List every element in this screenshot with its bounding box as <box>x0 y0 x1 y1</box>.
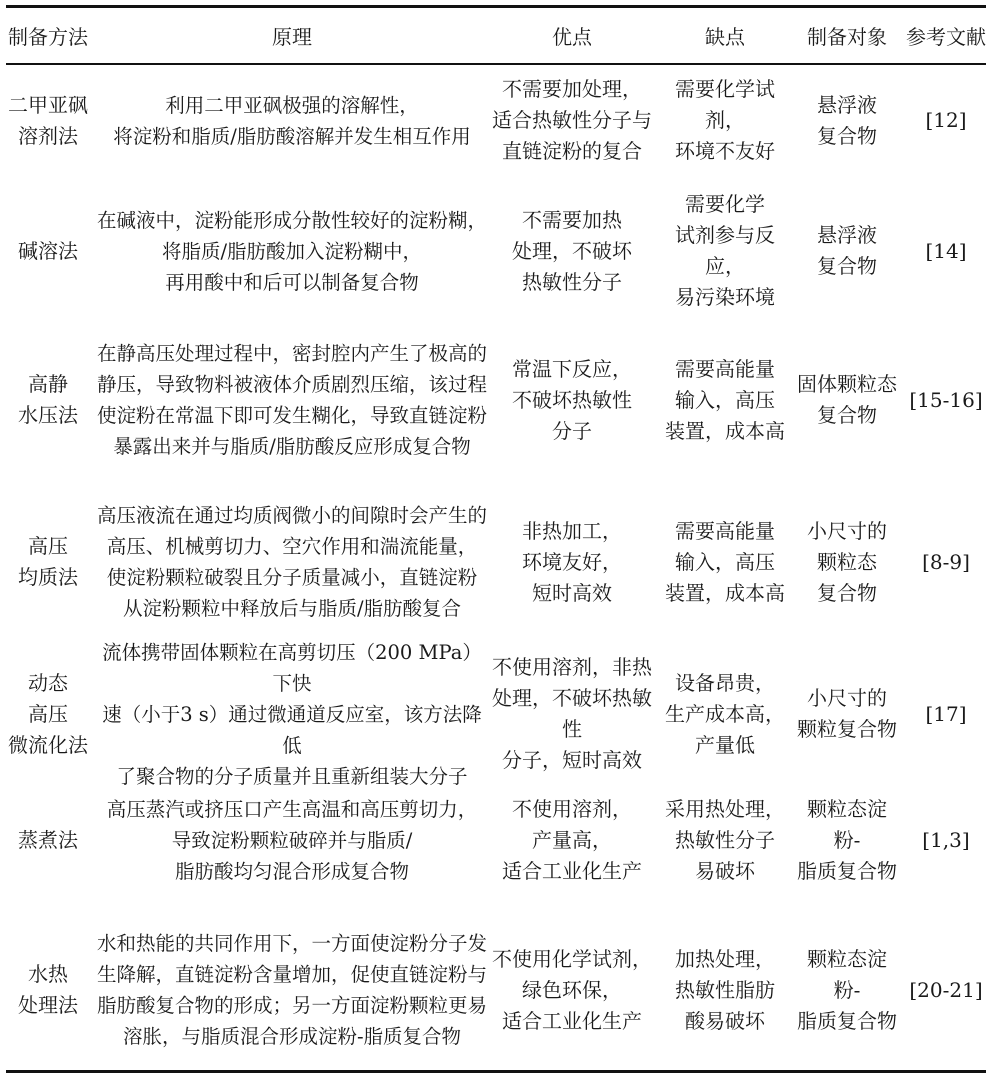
cell-advantages: 不使用溶剂， 产量高， 适合工业化生产 <box>502 796 642 883</box>
table-row <box>0 69 993 172</box>
cell-disadvantages: 需要化学试剂， 环境不友好 <box>675 77 775 163</box>
cell-reference: [1,3] <box>922 827 970 852</box>
cell-method: 二甲亚砜 溶剂法 <box>8 92 88 148</box>
cell-method: 水热 处理法 <box>18 962 78 1017</box>
header-method: 制备方法 <box>8 25 88 49</box>
cell-disadvantages: 需要高能量 输入，高压 装置，成本高 <box>665 356 785 443</box>
cell-advantages: 常温下反应， 不破坏热敏性 分子 <box>512 356 632 443</box>
cell-method: 蒸煮法 <box>18 827 78 852</box>
cell-disadvantages: 采用热处理， 热敏性分子 易破坏 <box>665 796 785 883</box>
cell-object: 悬浮液 复合物 <box>817 223 877 278</box>
cell-disadvantages: 设备昂贵， 生产成本高， 产量低 <box>665 670 785 757</box>
cell-principle: 高压液流在通过均质阀微小的间隙时会产生的 高压、机械剪切力、空穴作用和湍流能量， 使淀粉颗粒破裂且分子质量减小，直链淀粉 从淀粉颗粒中释放后与脂质/脂肪酸复合 <box>96 504 487 620</box>
cell-disadvantages: 加热处理， 热敏性脂肪 酸易破坏 <box>675 946 775 1033</box>
cell-reference: [15-16] <box>909 387 983 412</box>
cell-method: 动态 高压 微流化法 <box>8 670 88 757</box>
cell-object: 小尺寸的 颗粒态 复合物 <box>807 518 887 605</box>
cell-advantages: 不使用溶剂，非热 处理，不破坏热敏性 分子，短时高效 <box>492 655 652 772</box>
cell-reference: [20-21] <box>909 977 983 1002</box>
cell-reference: [8-9] <box>922 549 970 574</box>
cell-method: 高静 水压法 <box>18 372 78 427</box>
header-advantages: 优点 <box>552 25 592 49</box>
cell-disadvantages: 需要高能量 输入，高压 装置，成本高 <box>665 518 785 605</box>
cell-principle: 流体携带固体颗粒在高剪切压（200 MPa）下快 速（小于3 s）通过微通道反应室，该方法降低 了聚合物的分子质量并且重新组装大分子 <box>102 640 482 788</box>
cell-principle: 在静高压处理过程中，密封腔内产生了极高的 静压，导致物料被液体介质剧烈压缩，该过程 使淀粉在常温下即可发生糊化，导致直链淀粉 暴露出来并与脂质/脂肪酸反应形成复合物 <box>96 342 487 458</box>
cell-principle: 高压蒸汽或挤压口产生高温和高压剪切力， 导致淀粉颗粒破碎并与脂质/ 脂肪酸均匀混合形成复合物 <box>106 797 478 883</box>
cell-principle: 水和热能的共同作用下，一方面使淀粉分子发 生降解，直链淀粉含量增加，促使直链淀粉与 脂肪酸复合物的形成；另一方面淀粉颗粒更易 溶胀，与脂质混合形成淀粉-脂质复合物 <box>96 932 487 1048</box>
header-disadvantages: 缺点 <box>705 25 745 49</box>
cell-advantages: 不需要加处理， 适合热敏性分子与 直链淀粉的复合 <box>492 77 652 163</box>
cell-reference: [14] <box>925 238 967 263</box>
cell-object: 悬浮液 复合物 <box>817 92 877 148</box>
cell-advantages: 非热加工， 环境友好， 短时高效 <box>522 518 622 605</box>
cell-advantages: 不使用化学试剂， 绿色环保， 适合工业化生产 <box>492 946 652 1033</box>
table-row <box>0 494 993 630</box>
cell-principle: 利用二甲亚砜极强的溶解性， 将淀粉和脂质/脂肪酸溶解并发生相互作用 <box>113 93 471 148</box>
cell-object: 固体颗粒态 复合物 <box>797 372 897 427</box>
table-bottom-rule <box>6 1070 986 1073</box>
header-divider-rule <box>6 63 986 65</box>
cell-reference: [12] <box>925 108 967 132</box>
cell-advantages: 不需要加热 处理，不破坏 热敏性分子 <box>512 207 632 294</box>
header-reference: 参考文献 <box>906 25 986 49</box>
cell-disadvantages: 需要化学 试剂参与反应， 易污染环境 <box>675 192 775 309</box>
cell-object: 小尺寸的 颗粒复合物 <box>797 686 897 741</box>
table-row <box>0 330 993 470</box>
header-principle: 原理 <box>272 25 312 49</box>
cell-principle: 在碱液中，淀粉能形成分散性较好的淀粉糊， 将脂质/脂肪酸加入淀粉糊中， 再用酸中和后可以制备复合物 <box>96 208 487 294</box>
cell-method: 高压 均质法 <box>18 534 78 589</box>
cell-object: 颗粒态淀粉- 脂质复合物 <box>797 946 897 1033</box>
cell-object: 颗粒态淀粉- 脂质复合物 <box>797 796 897 883</box>
header-object: 制备对象 <box>807 25 887 49</box>
table-row <box>0 920 993 1060</box>
table-row <box>0 192 993 310</box>
table-row <box>0 640 993 788</box>
cell-method: 碱溶法 <box>18 238 78 263</box>
cell-reference: [17] <box>925 701 967 726</box>
table-row <box>0 786 993 894</box>
